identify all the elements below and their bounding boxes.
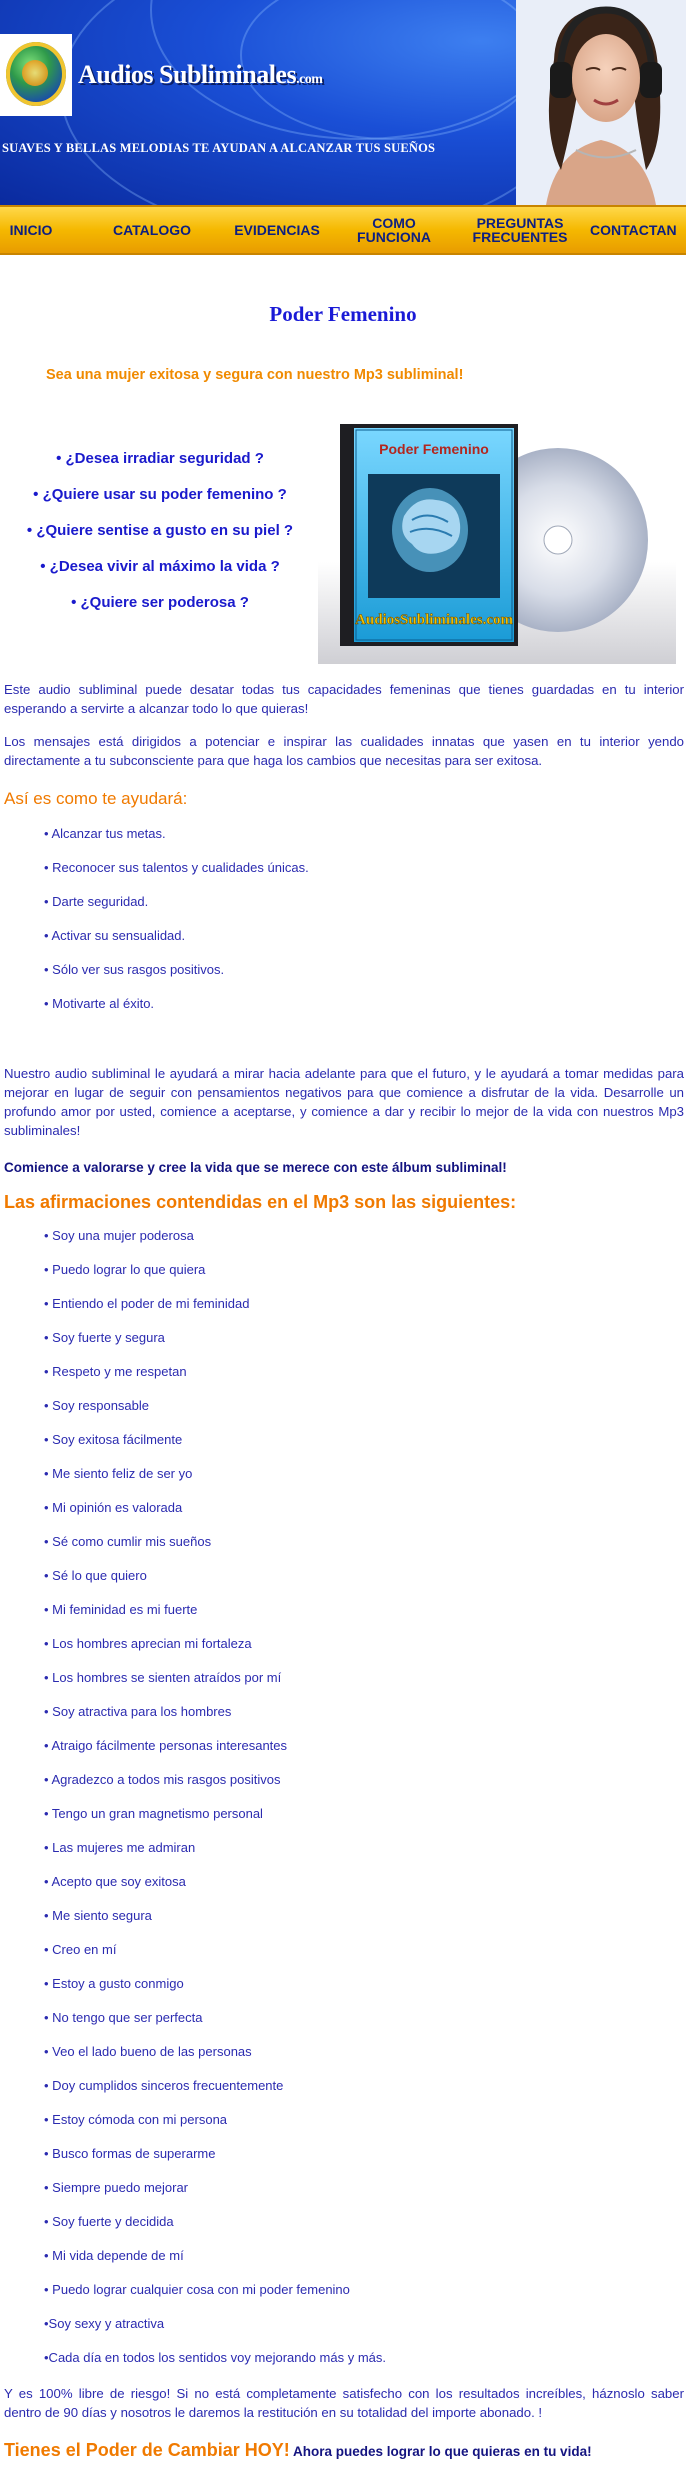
nav-catalogo[interactable]: CATALOGO xyxy=(112,222,192,238)
cover-title: Poder Femenino xyxy=(379,441,489,457)
affirmation-item: • No tengo que ser perfecta xyxy=(44,2010,203,2025)
question-item: • ¿Desea vivir al máximo la vida ? xyxy=(40,558,280,575)
nav-contactan[interactable]: CONTACTAN xyxy=(590,222,677,238)
affirmation-item: • Puedo lograr cualquier cosa con mi poder femenino xyxy=(44,2282,350,2297)
nav-inicio[interactable]: INICIO xyxy=(9,222,53,238)
header-tagline: SUAVES Y BELLAS MELODIAS TE AYUDAN A ALCANZAR TUS SUEÑOS xyxy=(2,141,436,155)
help-item: • Activar su sensualidad. xyxy=(44,928,186,943)
affirmations-heading: Las afirmaciones contendidas en el Mp3 son las siguientes: xyxy=(4,1192,517,1212)
affirmation-item: • Mi feminidad es mi fuerte xyxy=(44,1602,198,1617)
nav-preguntas-frecuentes[interactable]: PREGUNTAS FRECUENTES xyxy=(472,215,568,245)
brand-name[interactable] xyxy=(78,60,322,90)
affirmation-item: • Respeto y me respetan xyxy=(44,1364,187,1379)
brand-suffix: .com xyxy=(296,72,323,87)
affirmation-item: • Puedo lograr lo que quiera xyxy=(44,1262,206,1277)
body-paragraph: Nuestro audio subliminal le ayudará a mirar hacia adelante para que el futuro, y le ayudará a tomar medidas para mejorar en lugar de seguir con pensamientos negativos para que comience a disfrutar de la vida. Desarrolle un profundo amor por usted, comience a aceptarse, y comience a dar y recibir lo mejor de la vida con nuestros Mp3 subliminales! xyxy=(4,1066,684,1138)
product-cd-image[interactable] xyxy=(318,412,676,664)
question-item: • ¿Desea irradiar seguridad ? xyxy=(56,450,264,467)
site-logo[interactable] xyxy=(0,34,72,116)
affirmation-item: • Soy fuerte y segura xyxy=(44,1330,165,1345)
affirmation-item: • Soy fuerte y decidida xyxy=(44,2214,174,2229)
affirmation-item: • Soy responsable xyxy=(44,1398,150,1413)
affirmation-item: • Agradezco a todos mis rasgos positivos xyxy=(44,1772,281,1787)
nav-evidencias[interactable]: EVIDENCIAS xyxy=(234,222,320,238)
affirmation-item: •Soy sexy y atractiva xyxy=(44,2316,165,2331)
emphasis-line: Comience a valorarse y cree la vida que se merece con este álbum subliminal! xyxy=(4,1160,507,1175)
affirmation-item: • Sé lo que quiero xyxy=(44,1568,147,1583)
cover-brand: AudiosSubliminales.com xyxy=(355,612,513,628)
page-subtitle: Sea una mujer exitosa y segura con nuestro Mp3 subliminal! xyxy=(46,367,464,383)
help-item: • Sólo ver sus rasgos positivos. xyxy=(44,962,225,977)
affirmation-item: • Soy una mujer poderosa xyxy=(44,1228,194,1243)
affirmation-item: • Entiendo el poder de mi feminidad xyxy=(44,1296,250,1311)
intro-paragraph: Los mensajes está dirigidos a potenciar e inspirar las cualidades innatas que yasen en tu interior yendo directamente a tu subconsciente para que haga los cambios que necesitas para ser exitosa. xyxy=(4,734,684,768)
site-header xyxy=(0,0,686,205)
final-callout xyxy=(4,2440,592,2461)
affirmation-item: • Busco formas de superarme xyxy=(44,2146,216,2161)
affirmation-item: • Acepto que soy exitosa xyxy=(44,1874,186,1889)
affirmation-item: • Me siento feliz de ser yo xyxy=(44,1466,193,1481)
affirmation-item: • Siempre puedo mejorar xyxy=(44,2180,189,2195)
affirmation-item: • Me siento segura xyxy=(44,1908,152,1923)
affirmation-item: • Soy atractiva para los hombres xyxy=(44,1704,232,1719)
question-item: • ¿Quiere sentise a gusto en su piel ? xyxy=(26,522,294,539)
affirmation-item: •Cada día en todos los sentidos voy mejorando más y más. xyxy=(44,2350,387,2365)
affirmation-item: • Sé como cumlir mis sueños xyxy=(44,1534,212,1549)
help-item: • Alcanzar tus metas. xyxy=(44,826,166,841)
affirmation-item: • Mi opinión es valorada xyxy=(44,1500,183,1515)
affirmation-item: • Estoy cómoda con mi persona xyxy=(44,2112,228,2127)
page-title: Poder Femenino xyxy=(269,302,417,326)
affirmation-item: • Doy cumplidos sinceros frecuentemente xyxy=(44,2078,284,2093)
final-callout-rest: Ahora puedes lograr lo que quieras en tu vida! xyxy=(289,2444,592,2459)
affirmation-item: • Veo el lado bueno de las personas xyxy=(44,2044,252,2059)
help-item: • Reconocer sus talentos y cualidades únicas. xyxy=(44,860,309,875)
question-item: • ¿Quiere usar su poder femenino ? xyxy=(33,486,287,503)
affirmation-item: • Atraigo fácilmente personas interesantes xyxy=(44,1738,288,1753)
final-callout-big: Tienes el Poder de Cambiar HOY! xyxy=(4,2440,290,2460)
main-nav xyxy=(0,205,686,255)
affirmation-item: • Los hombres se sienten atraídos por mí xyxy=(44,1670,282,1685)
intro-paragraph: Este audio subliminal puede desatar todas tus capacidades femeninas que tienes guardadas en tu interior esperando a servirte a alcanzar todo lo que quieras! xyxy=(4,682,684,716)
brand-main: Audios Subliminales xyxy=(78,60,297,89)
affirmation-item: • Tengo un gran magnetismo personal xyxy=(44,1806,263,1821)
affirmation-item: • Creo en mí xyxy=(44,1942,117,1957)
help-item: • Motivarte al éxito. xyxy=(44,996,155,1011)
guarantee-paragraph: Y es 100% libre de riesgo! Si no está completamente satisfecho con los resultados increíbles, háznoslo saber dentro de 90 días y nosotros le daremos la restitución en su totalidad del importe abonado. ! xyxy=(4,2386,684,2420)
woman-headphones-image xyxy=(516,0,686,205)
affirmation-item: • Las mujeres me admiran xyxy=(44,1840,196,1855)
nav-como-funciona[interactable]: COMO FUNCIONA xyxy=(357,215,431,245)
affirmation-item: • Estoy a gusto conmigo xyxy=(44,1976,184,1991)
question-item: • ¿Quiere ser poderosa ? xyxy=(71,594,249,611)
help-heading: Así es como te ayudará: xyxy=(4,789,188,808)
affirmation-item: • Los hombres aprecian mi fortaleza xyxy=(44,1636,252,1651)
help-item: • Darte seguridad. xyxy=(44,894,149,909)
affirmation-item: • Soy exitosa fácilmente xyxy=(44,1432,183,1447)
affirmation-item: • Mi vida depende de mí xyxy=(44,2248,184,2263)
globe-logo-icon xyxy=(6,42,66,106)
